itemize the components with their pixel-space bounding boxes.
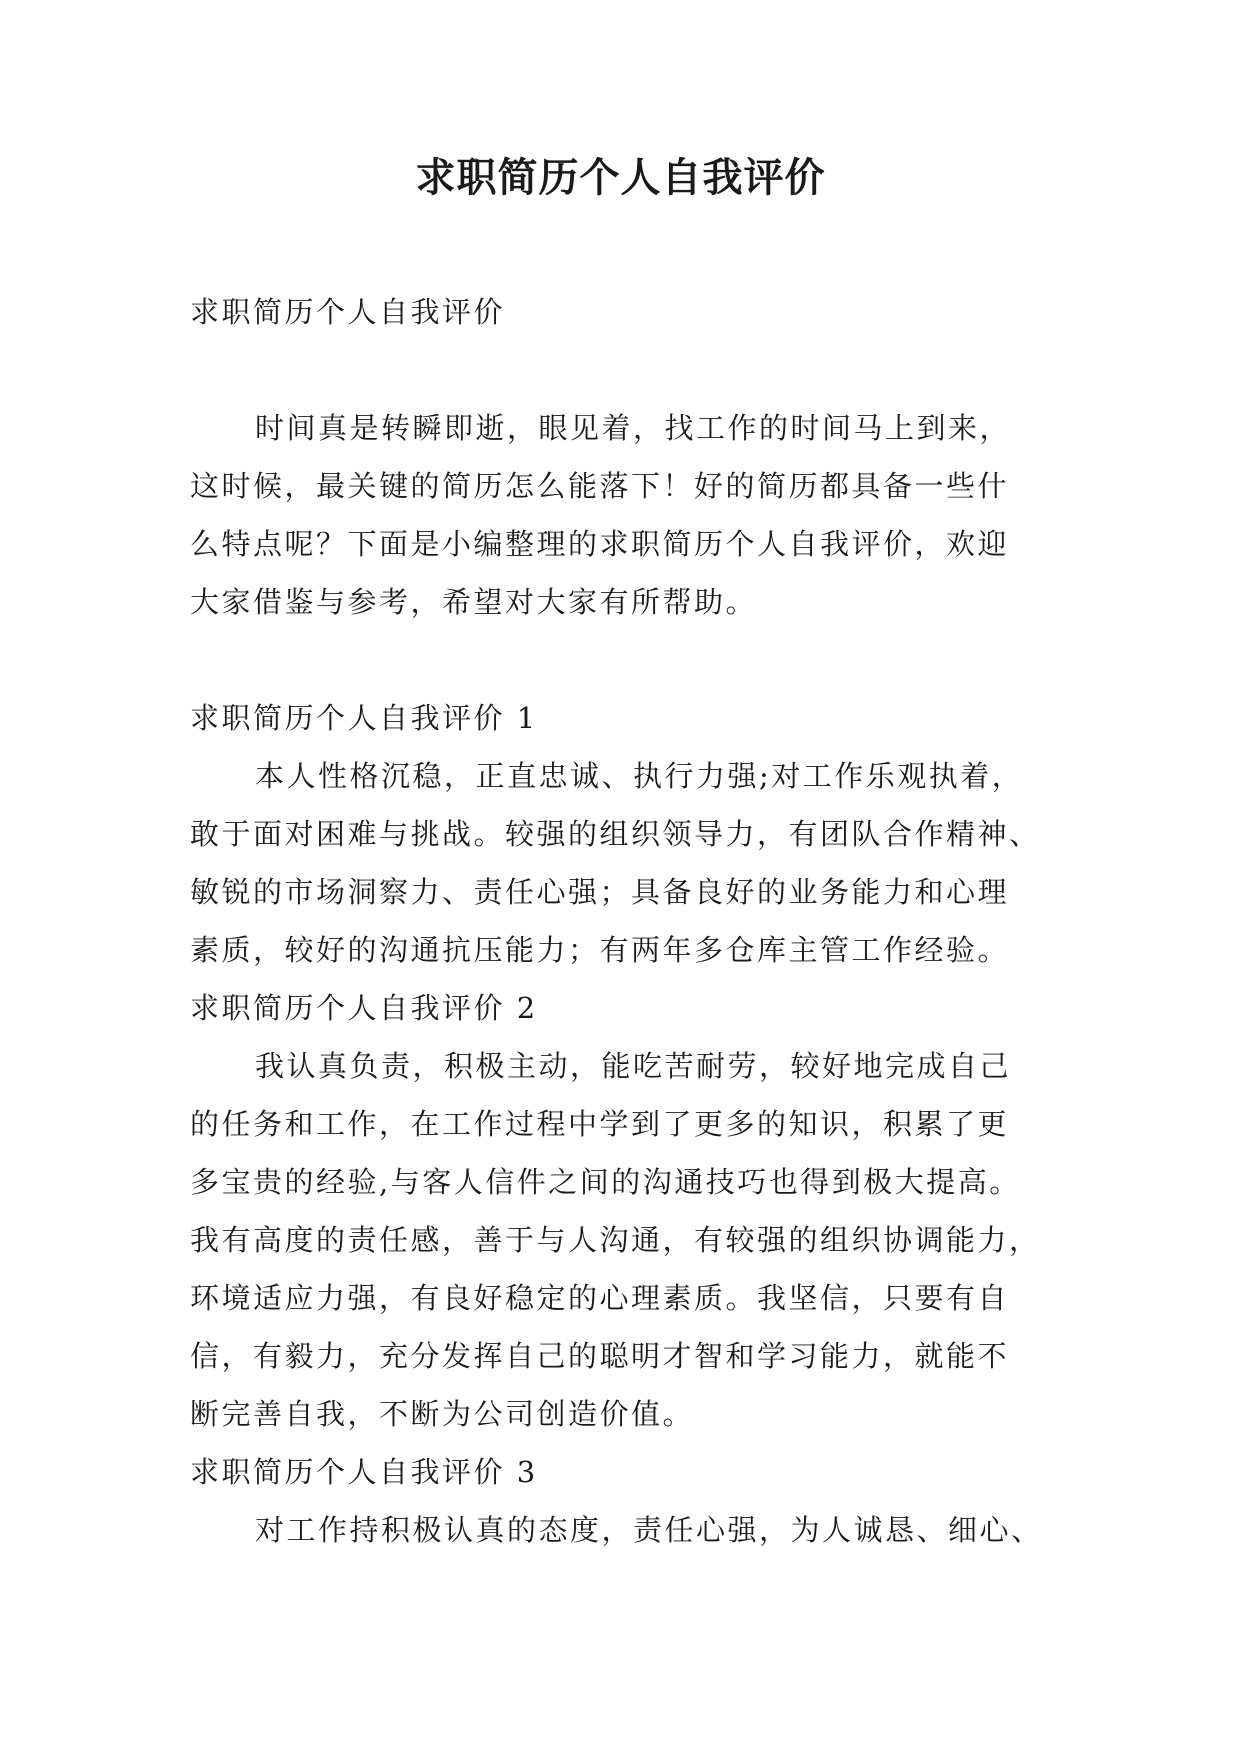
intro-line: 么特点呢？下面是小编整理的求职简历个人自我评价，欢迎 — [190, 527, 1010, 561]
section-line: 素质，较好的沟通抗压能力；有两年多仓库主管工作经验。 — [190, 933, 1010, 967]
section-heading: 求职简历个人自我评价 2 — [190, 991, 538, 1025]
section-line: 我认真负责，积极主动，能吃苦耐劳，较好地完成自己 — [255, 1049, 1012, 1083]
section-line: 敏锐的市场洞察力、责任心强；具备良好的业务能力和心理 — [190, 875, 1010, 909]
intro-line: 这时候，最关键的简历怎么能落下！好的简历都具备一些什 — [190, 469, 1010, 503]
section-heading: 求职简历个人自我评价 3 — [190, 1455, 538, 1489]
document-subtitle: 求职简历个人自我评价 — [190, 295, 506, 329]
section-line: 的任务和工作，在工作过程中学到了更多的知识，积累了更 — [190, 1107, 1010, 1141]
section-line: 本人性格沉稳，正直忠诚、执行力强;对工作乐观执着， — [255, 759, 1024, 793]
document-title: 求职简历个人自我评价 — [415, 154, 826, 201]
section-line: 信，有毅力，充分发挥自己的聪明才智和学习能力，就能不 — [190, 1339, 1010, 1373]
section-line: 多宝贵的经验,与客人信件之间的沟通技巧也得到极大提高。 — [190, 1165, 1021, 1199]
section-line: 我有高度的责任感，善于与人沟通，有较强的组织协调能力， — [190, 1223, 1041, 1257]
intro-line: 大家借鉴与参考，希望对大家有所帮助。 — [190, 585, 758, 619]
section-line: 环境适应力强，有良好稳定的心理素质。我坚信，只要有自 — [190, 1281, 1010, 1315]
intro-line: 时间真是转瞬即逝，眼见着，找工作的时间马上到来， — [255, 411, 1012, 445]
section-line: 敢于面对困难与挑战。较强的组织领导力，有团队合作精神、 — [190, 817, 1041, 851]
section-heading: 求职简历个人自我评价 1 — [190, 701, 538, 735]
section-line: 对工作持积极认真的态度，责任心强，为人诚恳、细心、 — [255, 1513, 1043, 1547]
section-line: 断完善自我，不断为公司创造价值。 — [190, 1397, 695, 1431]
